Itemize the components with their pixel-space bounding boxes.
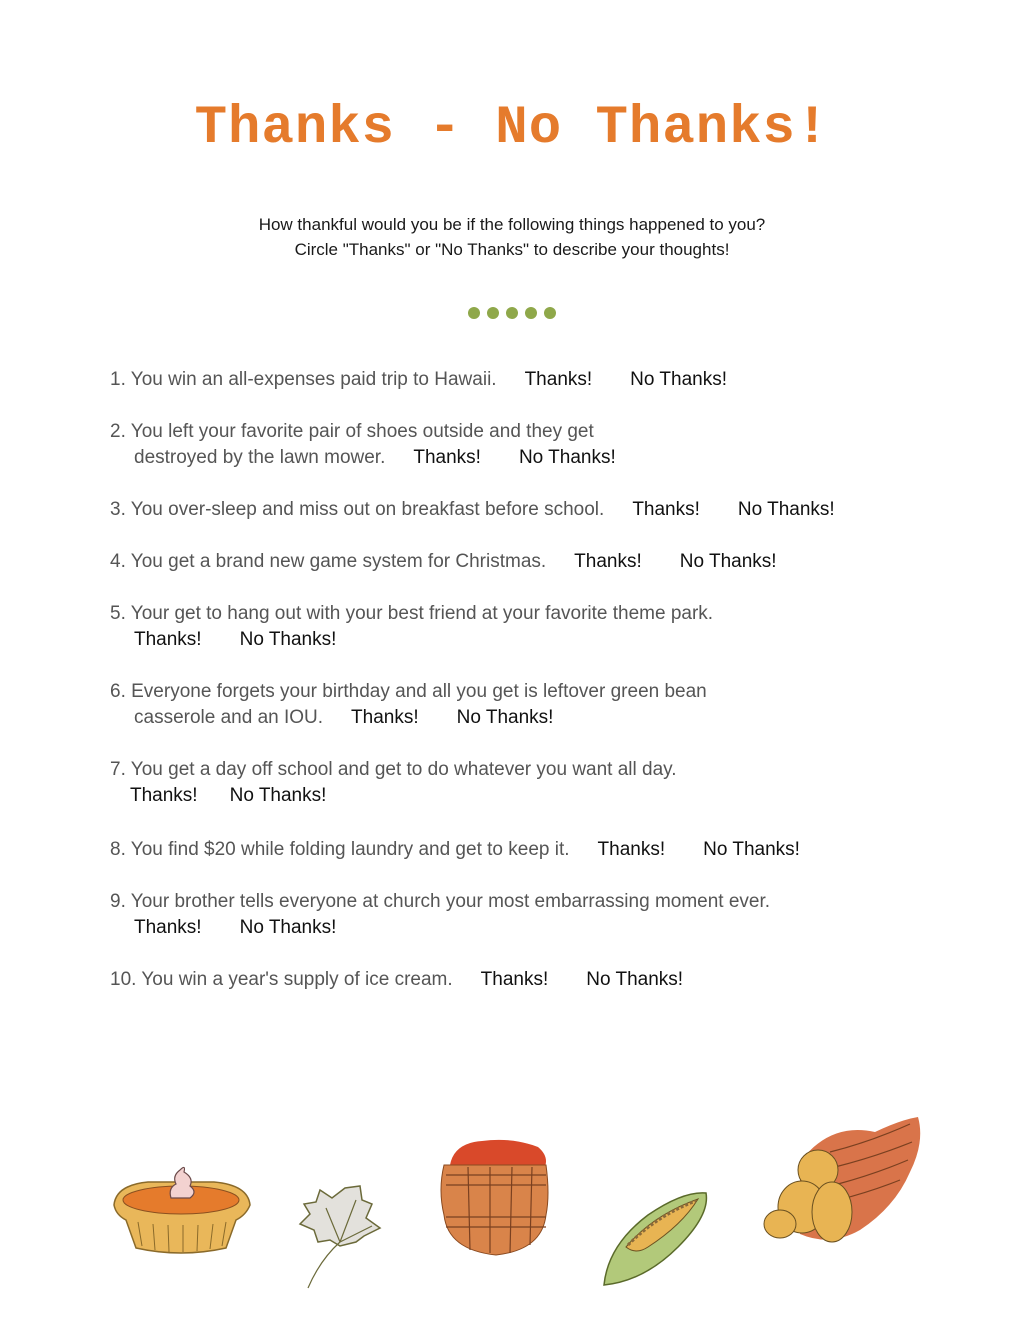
no-thanks-option[interactable]: No Thanks! [679, 551, 777, 572]
no-thanks-option[interactable]: No Thanks! [737, 499, 835, 520]
no-thanks-option[interactable]: No Thanks! [630, 369, 727, 390]
question-item-7 [110, 757, 677, 809]
question-text: 5. Your get to hang out with your best friend at your favorite theme park. [110, 603, 714, 624]
apple-basket-icon [432, 1135, 557, 1260]
instructions-line-2: Circle "Thanks" or "No Thanks" to describe your thoughts! [294, 240, 730, 259]
no-thanks-option[interactable]: No Thanks! [518, 447, 616, 468]
dot-icon [544, 307, 556, 319]
question-text: 10. You win a year's supply of ice cream. [110, 969, 453, 990]
thanks-option[interactable]: Thanks! [597, 839, 666, 860]
question-text: 1. You win an all-expenses paid trip to Hawaii. [110, 369, 497, 390]
question-text: 3. You over-sleep and miss out on breakfast before school. [110, 499, 605, 520]
dot-icon [487, 307, 499, 319]
dot-icon [506, 307, 518, 319]
dot-icon [468, 307, 480, 319]
question-text-cont: casserole and an IOU. [134, 707, 324, 728]
page-title: Thanks - No Thanks! [194, 98, 830, 159]
dot-divider [0, 307, 1024, 319]
thanks-option[interactable]: Thanks! [351, 707, 419, 728]
question-text: 9. Your brother tells everyone at church your most embarrassing moment ever. [110, 891, 771, 912]
instructions-line-1: How thankful would you be if the following things happened to you? [258, 215, 766, 234]
dot-icon [525, 307, 537, 319]
question-text: 8. You find $20 while folding laundry and get to keep it. [110, 839, 570, 860]
no-thanks-option[interactable]: No Thanks! [456, 707, 554, 728]
question-text: 2. You left your favorite pair of shoes outside and they get [110, 421, 594, 442]
question-text: 6. Everyone forgets your birthday and all you get is leftover green bean [110, 681, 707, 702]
question-item-6 [110, 679, 707, 731]
question-item-5 [110, 601, 713, 653]
thanks-option[interactable]: Thanks! [574, 551, 642, 572]
thanks-option[interactable]: Thanks! [134, 917, 202, 938]
no-thanks-option[interactable]: No Thanks! [586, 969, 684, 990]
question-item-3 [110, 497, 835, 523]
question-text: 7. You get a day off school and get to do whatever you want all day. [110, 759, 677, 780]
no-thanks-option[interactable]: No Thanks! [703, 839, 800, 860]
thanks-option[interactable]: Thanks! [413, 447, 481, 468]
thanks-option[interactable]: Thanks! [134, 629, 202, 650]
thanks-option[interactable]: Thanks! [632, 499, 700, 520]
leaf-icon [290, 1180, 390, 1295]
thanks-option[interactable]: Thanks! [524, 369, 593, 390]
thanks-option[interactable]: Thanks! [130, 785, 198, 806]
question-item-10 [110, 967, 683, 993]
no-thanks-option[interactable]: No Thanks! [239, 629, 337, 650]
thanks-option[interactable]: Thanks! [480, 969, 549, 990]
no-thanks-option[interactable]: No Thanks! [239, 917, 337, 938]
question-item-8 [110, 837, 800, 863]
question-item-1 [110, 367, 727, 393]
question-item-2 [110, 419, 616, 471]
instructions [0, 212, 1024, 262]
pumpkin-pie-icon [108, 1160, 254, 1260]
corn-icon [598, 1185, 713, 1295]
question-item-9 [110, 889, 770, 941]
question-item-4 [110, 549, 777, 575]
question-text: 4. You get a brand new game system for Christmas. [110, 551, 547, 572]
question-text-cont: destroyed by the lawn mower. [134, 447, 386, 468]
cornucopia-icon [760, 1112, 925, 1262]
no-thanks-option[interactable]: No Thanks! [229, 785, 327, 806]
